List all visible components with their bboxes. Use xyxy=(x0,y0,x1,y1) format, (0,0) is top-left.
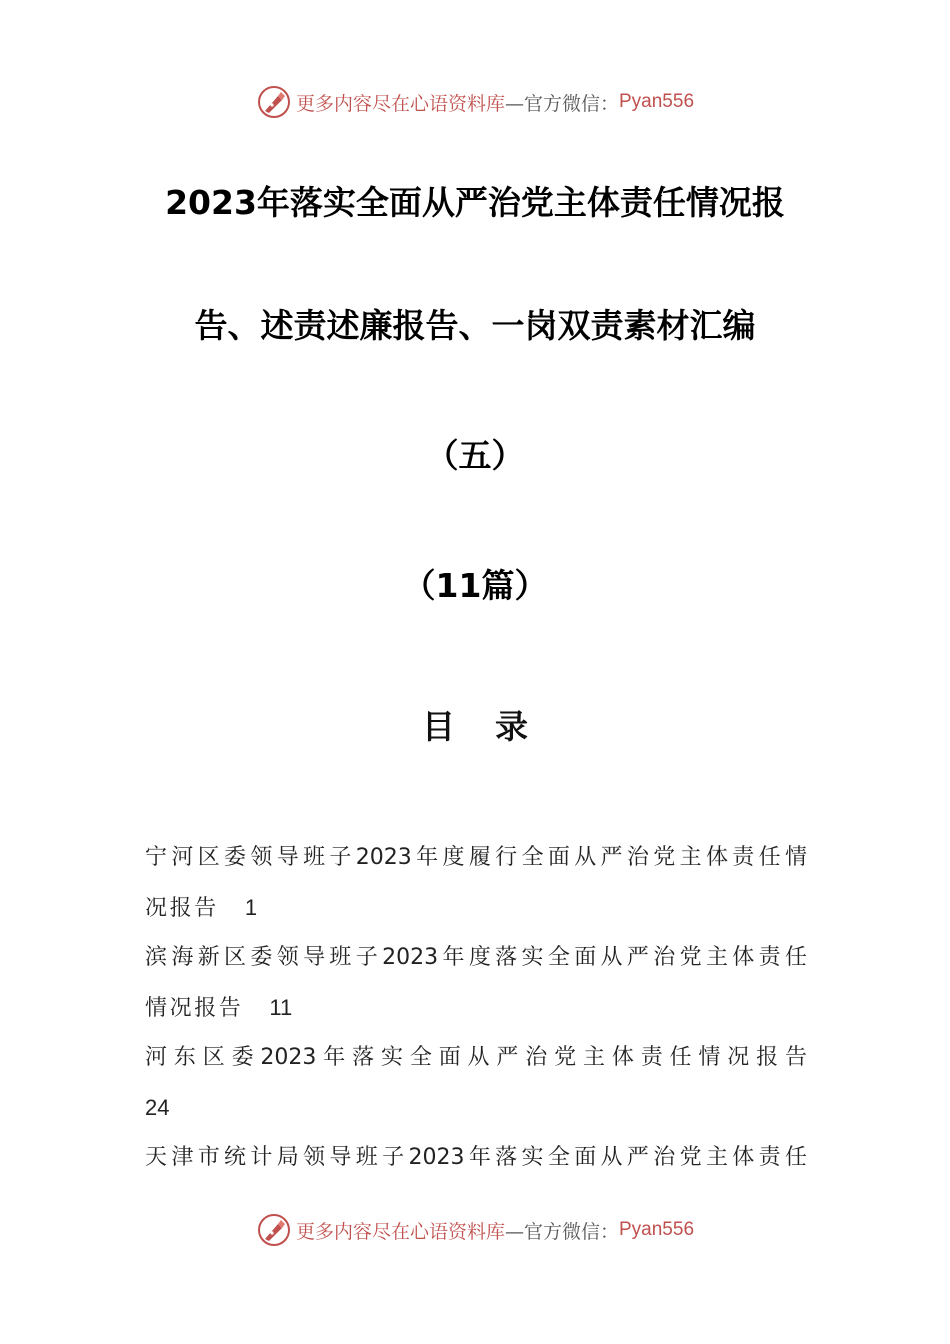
toc-entry-1-line-1[interactable]: 宁河区委领导班子2023年度履行全面从严治党主体责任情 xyxy=(145,845,807,870)
toc-entry-3-line-1[interactable]: 河东区委2023年落实全面从严治党主体责任情况报告 xyxy=(145,1045,807,1070)
watermark-separator: —官方微信： xyxy=(504,1220,619,1243)
toc-entry-3-page: 24 xyxy=(145,1095,170,1120)
watermark-wechat-id: Pyan556 xyxy=(619,91,695,112)
toc-entry-3-line-2[interactable] xyxy=(145,1083,807,1133)
pen-nib-logo-icon xyxy=(256,1212,292,1248)
toc-entry-2-page: 11 xyxy=(269,995,293,1020)
toc-entry-1-line-2[interactable]: 况报告 1 xyxy=(145,895,258,921)
watermark-separator: —官方微信： xyxy=(504,92,619,115)
watermark-banner-bottom xyxy=(0,1210,950,1250)
table-of-contents xyxy=(145,833,807,1183)
pen-nib-logo-icon xyxy=(256,84,292,120)
watermark-brand: 更多内容尽在心语资料库 xyxy=(295,1220,505,1243)
watermark-wechat-id: Pyan556 xyxy=(619,1219,695,1240)
toc-entry-4-line-1[interactable]: 天津市统计局领导班子2023年落实全面从严治党主体责任 xyxy=(145,1145,807,1170)
toc-entry-1-page: 1 xyxy=(244,895,258,920)
watermark-banner-top xyxy=(0,82,950,122)
toc-heading: 目录 xyxy=(422,707,568,746)
toc-entry-2-line-2[interactable]: 情况报告 11 xyxy=(145,995,293,1021)
document-article-count: （11篇） xyxy=(402,566,548,605)
watermark-brand: 更多内容尽在心语资料库 xyxy=(295,92,505,115)
document-title-line-2: 告、述责述廉报告、一岗双责素材汇编 xyxy=(194,306,756,345)
document-title-line-1: 2023年落实全面从严治党主体责任情况报 xyxy=(165,183,785,222)
toc-entry-2-line-1[interactable]: 滨海新区委领导班子2023年度落实全面从严治党主体责任 xyxy=(145,945,807,970)
document-volume: （五） xyxy=(425,436,525,475)
